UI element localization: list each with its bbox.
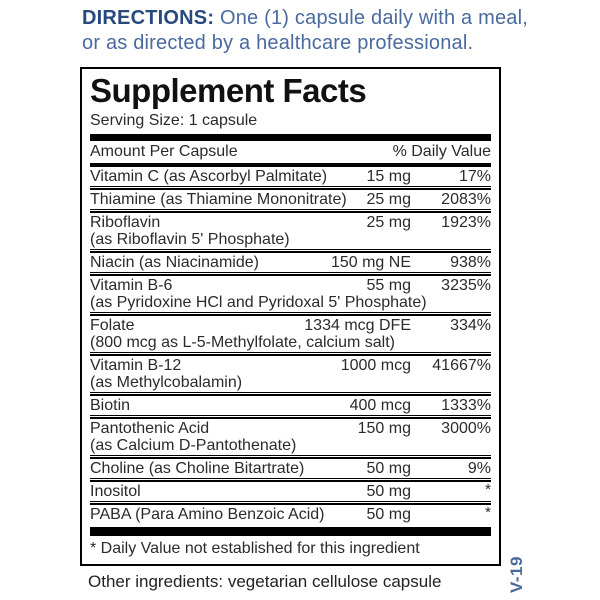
nutrient-name-continued: (as Methylcobalamin) — [90, 374, 243, 391]
nutrient-dv: 17% — [458, 168, 491, 185]
column-header-dv: % Daily Value — [392, 143, 491, 160]
serving-size: Serving Size: 1 capsule — [90, 112, 258, 129]
nutrient-name: Folate — [90, 317, 135, 334]
nutrient-amount: 50 mg — [366, 483, 411, 500]
nutrient-row — [90, 190, 491, 209]
footnote-separator — [90, 527, 491, 536]
nutrient-name: Riboflavin — [90, 214, 161, 231]
footnote: * Daily Value not established for this ingredient — [90, 540, 420, 557]
version-label: V-19 — [507, 556, 526, 593]
thick-separator-top — [90, 134, 491, 141]
nutrient-row — [90, 276, 491, 312]
nutrient-row — [90, 167, 491, 186]
nutrient-rows — [90, 167, 491, 524]
nutrient-amount: 25 mg — [366, 214, 411, 231]
nutrient-name: Choline (as Choline Bitartrate) — [90, 460, 305, 477]
supplement-facts-panel — [80, 67, 501, 566]
nutrient-amount: 1000 mcg — [340, 357, 411, 374]
column-header-row — [90, 141, 491, 163]
nutrient-row — [90, 396, 491, 415]
nutrient-name: Niacin (as Niacinamide) — [90, 254, 259, 271]
nutrient-dv: 1333% — [441, 397, 491, 414]
nutrient-dv: 3235% — [441, 277, 491, 294]
nutrient-dv: * — [485, 481, 491, 498]
nutrient-name: Vitamin B-6 — [90, 277, 173, 294]
nutrient-row — [90, 482, 491, 501]
nutrient-amount: 25 mg — [366, 191, 411, 208]
nutrient-amount: 150 mg NE — [330, 254, 411, 271]
nutrient-row — [90, 356, 491, 392]
nutrient-amount: 50 mg — [366, 460, 411, 477]
nutrient-dv: 41667% — [432, 357, 491, 374]
nutrient-row — [90, 213, 491, 249]
nutrient-name-continued: (as Riboflavin 5' Phosphate) — [90, 231, 290, 248]
nutrient-amount: 55 mg — [366, 277, 411, 294]
nutrient-dv: * — [485, 504, 491, 521]
nutrient-name: Thiamine (as Thiamine Mononitrate) — [90, 191, 347, 208]
nutrient-dv: 1923% — [441, 214, 491, 231]
nutrient-row — [90, 253, 491, 272]
nutrient-row — [90, 505, 491, 524]
nutrient-amount: 50 mg — [366, 506, 411, 523]
nutrient-amount: 1334 mcg DFE — [304, 317, 411, 334]
directions-label: DIRECTIONS: — [82, 7, 215, 29]
nutrient-row — [90, 419, 491, 455]
nutrient-dv: 3000% — [441, 420, 491, 437]
nutrient-name-continued: (as Pyridoxine HCl and Pyridoxal 5' Phosphate) — [90, 294, 427, 311]
nutrient-dv: 938% — [450, 254, 491, 271]
nutrient-name: Biotin — [90, 397, 131, 414]
nutrient-name-continued: (800 mcg as L-5-Methylfolate, calcium salt) — [90, 334, 395, 351]
nutrient-name: Inositol — [90, 483, 141, 500]
nutrient-amount: 150 mg — [357, 420, 411, 437]
column-header-amount: Amount Per Capsule — [90, 143, 238, 160]
nutrient-dv: 9% — [467, 460, 491, 477]
nutrient-name-continued: (as Calcium D-Pantothenate) — [90, 437, 297, 454]
nutrient-row — [90, 316, 491, 352]
panel-title: Supplement Facts — [90, 72, 367, 109]
nutrient-name: Vitamin B-12 — [90, 357, 182, 374]
nutrient-name: Vitamin C (as Ascorbyl Palmitate) — [90, 168, 328, 185]
nutrient-amount: 400 mcg — [349, 397, 411, 414]
nutrient-name: Pantothenic Acid — [90, 420, 210, 437]
other-ingredients: Other ingredients: vegetarian cellulose capsule — [88, 572, 442, 591]
nutrient-row — [90, 459, 491, 478]
nutrient-dv: 334% — [450, 317, 491, 334]
nutrient-amount: 15 mg — [366, 168, 411, 185]
directions-text: DIRECTIONS: One (1) capsule daily with a meal, or as directed by a healthcare professional. — [82, 7, 529, 54]
nutrient-name: PABA (Para Amino Benzoic Acid) — [90, 506, 325, 523]
nutrient-dv: 2083% — [441, 191, 491, 208]
